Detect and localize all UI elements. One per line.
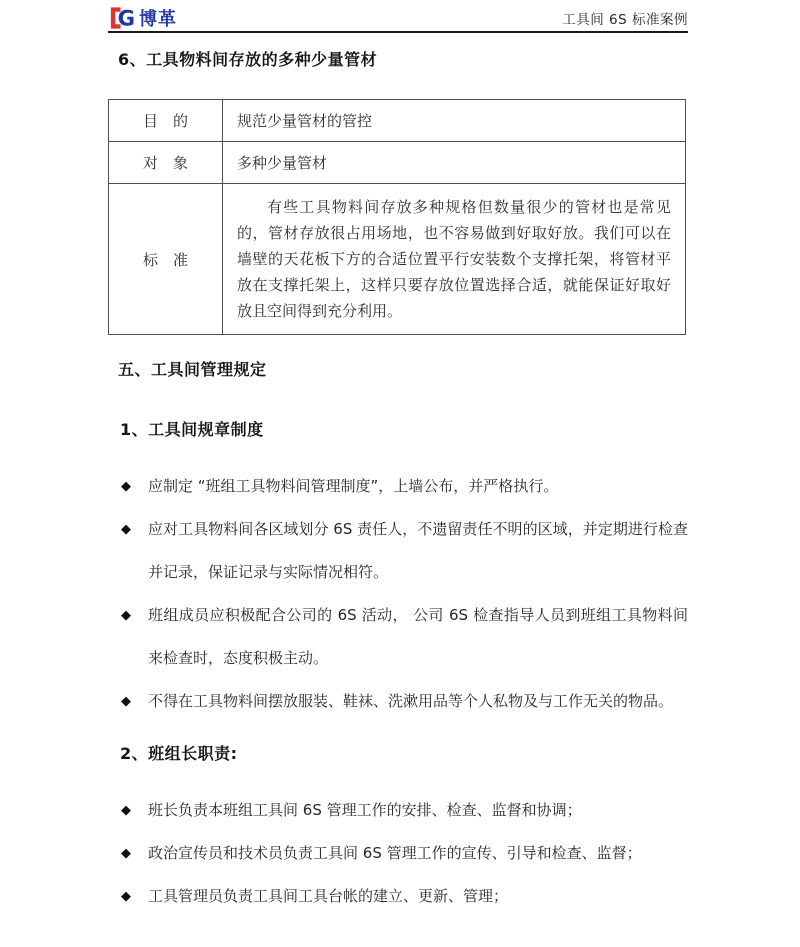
diamond-bullet-icon: ◆ — [121, 608, 131, 623]
standard-paragraph: 有些工具物料间存放多种规格但数量很少的管材也是常见的，管材存放很占用场地，也不容易做到好取好放。我们可以在墙壁的天花板下方的合适位置平行安装数个支撑托架，将管材平放在支撑托架上，这样只要存放位置选择合适，就能保证好取好放且空间得到充分利用。 — [237, 198, 671, 320]
list-item — [108, 594, 688, 680]
list-item — [108, 680, 688, 723]
list-item — [108, 465, 688, 508]
table-row-standard — [109, 184, 686, 335]
list-item-text: 班组成员应积极配合公司的 6S 活动， 公司 6S 检查指导人员到班组工具物料间来检查时，态度积极主动。 — [148, 606, 688, 667]
section-5-heading: 五、工具间管理规定 — [118, 360, 267, 379]
header-doc-title: 工具间 6S 标准案例 — [562, 12, 688, 28]
list-item-text: 班长负责本班组工具间 6S 管理工作的安排、检查、监督和协调； — [148, 801, 582, 819]
row-label-object: 对 象 — [109, 142, 223, 184]
rules-bullet-list — [108, 465, 688, 723]
diamond-bullet-icon: ◆ — [121, 522, 131, 537]
row-value-standard — [223, 184, 686, 335]
table-row-purpose — [109, 100, 686, 142]
list-item — [108, 508, 688, 594]
logo-icon — [108, 6, 135, 30]
diamond-bullet-icon: ◆ — [121, 803, 131, 818]
list-item — [108, 832, 688, 875]
list-item-text: 政治宣传员和技术员负责工具间 6S 管理工作的宣传、引导和检查、监督； — [148, 844, 642, 862]
row-value-object: 多种少量管材 — [223, 142, 686, 184]
row-value-purpose: 规范少量管材的管控 — [223, 100, 686, 142]
list-item-text: 应对工具物料间各区域划分 6S 责任人，不遗留责任不明的区域，并定期进行检查并记录，保证记录与实际情况相符。 — [148, 520, 688, 581]
diamond-bullet-icon: ◆ — [121, 479, 131, 494]
list-item — [108, 875, 688, 918]
table-row-object — [109, 142, 686, 184]
company-logo — [108, 5, 177, 31]
diamond-bullet-icon: ◆ — [121, 889, 131, 904]
row-label-standard: 标 准 — [109, 184, 223, 335]
list-item — [108, 789, 688, 832]
standards-table — [108, 99, 686, 335]
row-label-purpose: 目 的 — [109, 100, 223, 142]
page-header — [108, 0, 688, 33]
section-6-heading: 6、工具物料间存放的多种少量管材 — [118, 50, 378, 69]
svg-text:G: G — [117, 6, 135, 30]
subsection-2-heading: 2、班组长职责: — [120, 744, 238, 763]
subsection-1-heading: 1、工具间规章制度 — [120, 420, 264, 439]
list-item-text: 应制定 “班组工具物料间管理制度”，上墙公布，并严格执行。 — [148, 477, 559, 495]
diamond-bullet-icon: ◆ — [121, 846, 131, 861]
duties-bullet-list — [108, 789, 688, 918]
list-item-text: 工具管理员负责工具间工具台帐的建立、更新、管理； — [148, 887, 509, 905]
list-item-text: 不得在工具物料间摆放服装、鞋袜、洗漱用品等个人私物及与工作无关的物品。 — [148, 692, 674, 710]
logo-text: 博革 — [139, 9, 177, 30]
diamond-bullet-icon: ◆ — [121, 694, 131, 709]
